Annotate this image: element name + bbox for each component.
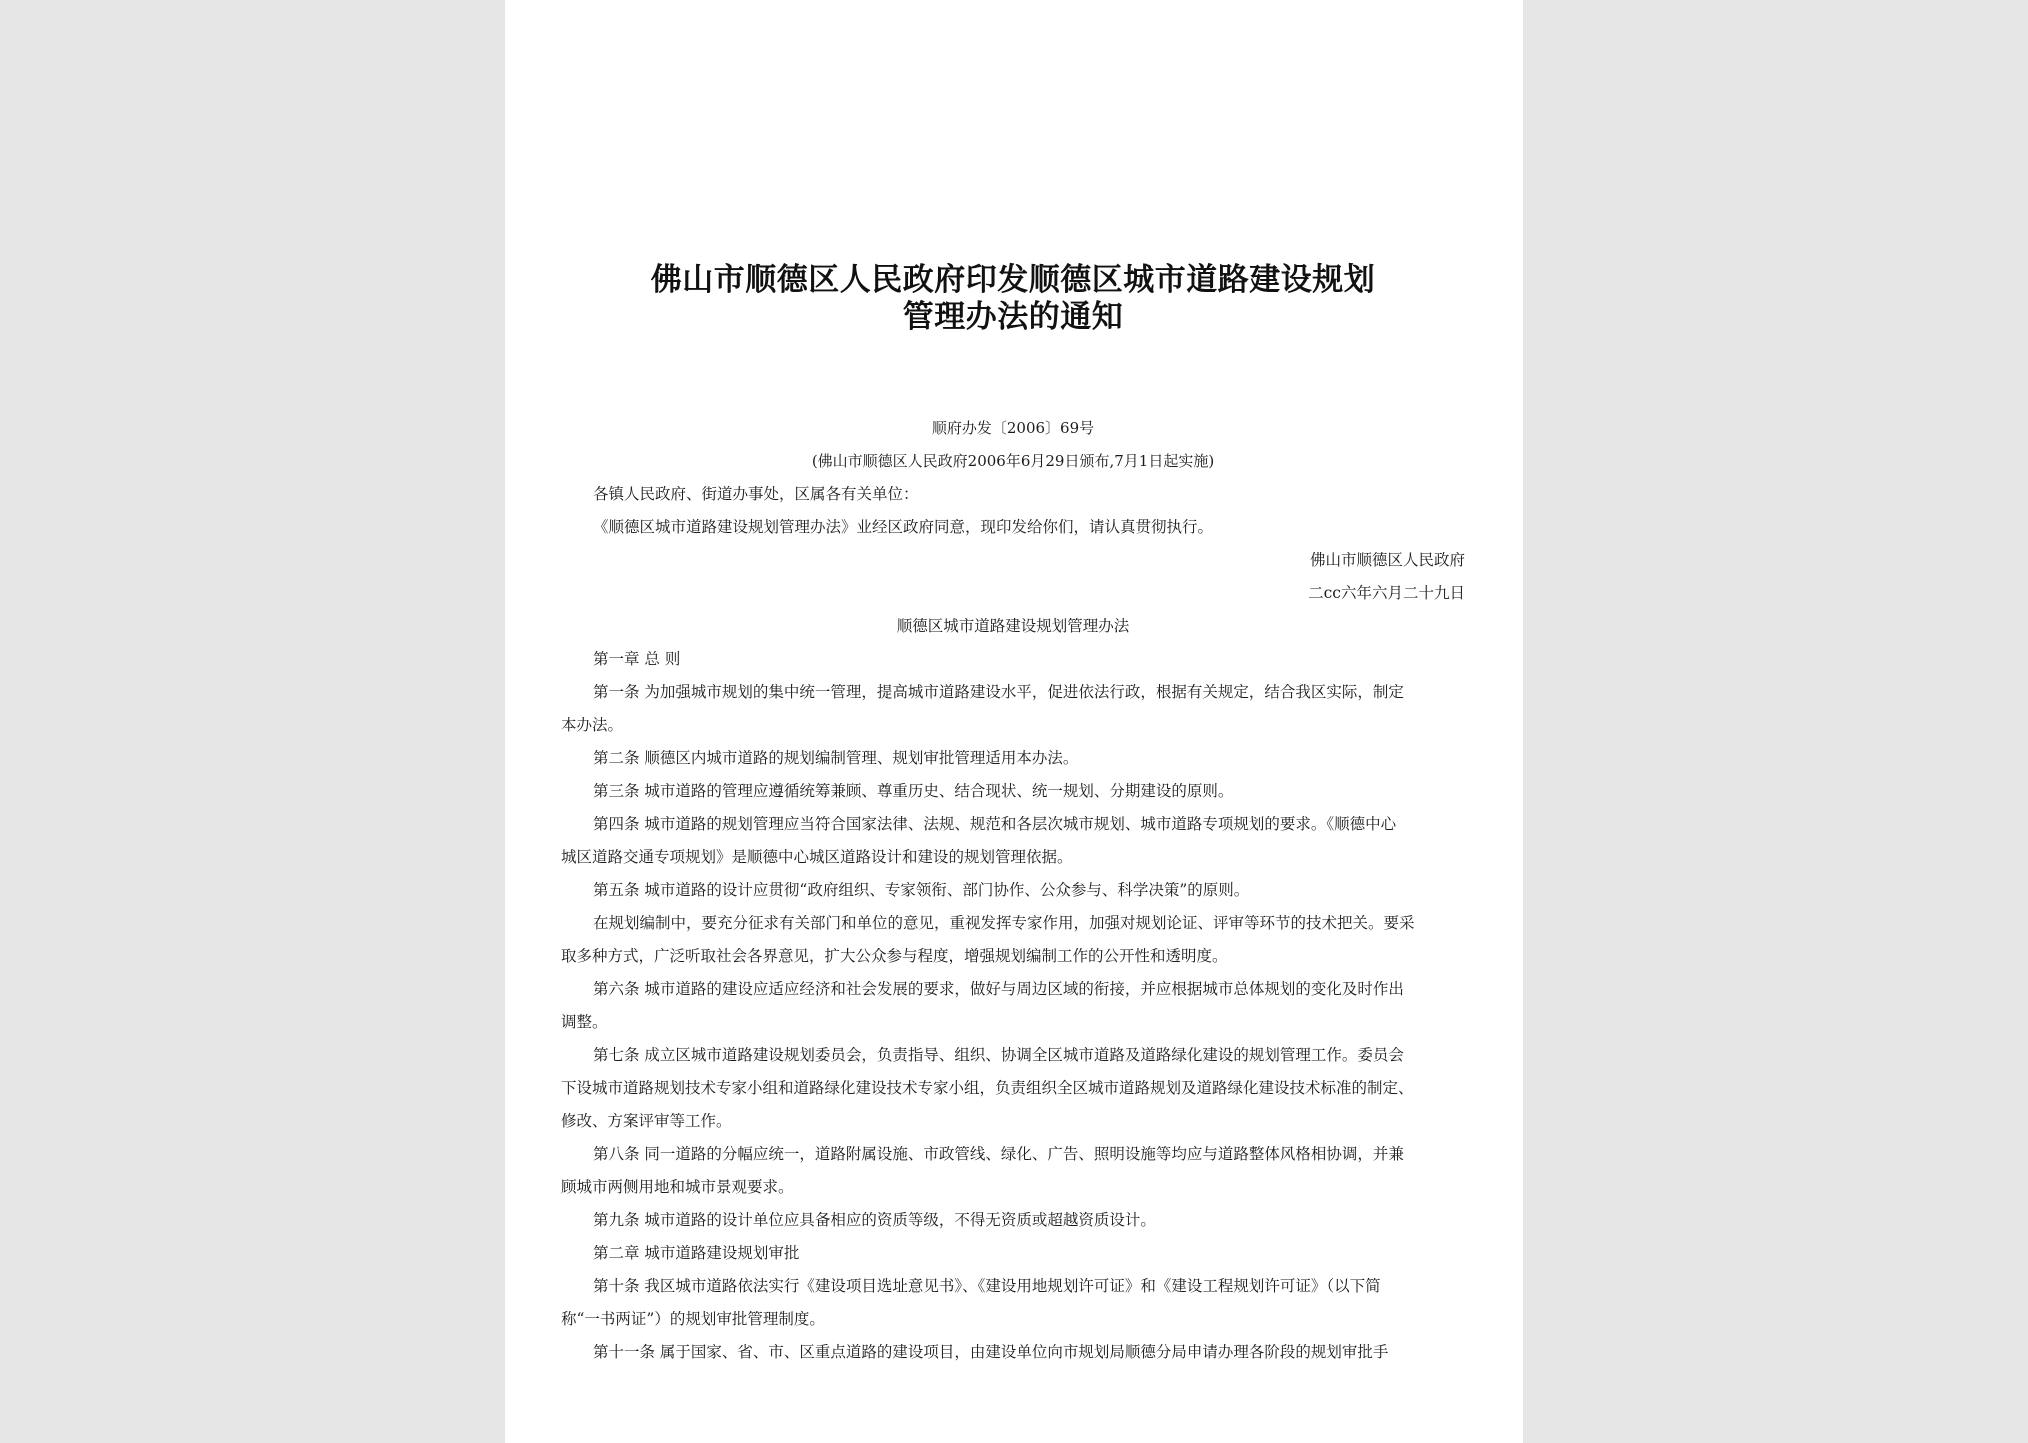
signature-org: 佛山市顺德区人民政府 (1309, 551, 1465, 569)
title-line-2: 管理办法的通知 (902, 299, 1124, 335)
salutation: 各镇人民政府、街道办事处，区属各有关单位： (593, 485, 919, 503)
article-8-line-2: 顾城市两侧用地和城市景观要求。 (561, 1178, 794, 1196)
article-5: 第五条 城市道路的设计应贯彻“政府组织、专家领衔、部门协作、公众参与、科学决策”的原则。 (593, 881, 1250, 899)
document-page (505, 0, 1523, 1443)
article-9: 第九条 城市道路的设计单位应具备相应的资质等级，不得无资质或超越资质设计。 (593, 1211, 1156, 1229)
measures-title: 顺德区城市道路建设规划管理办法 (896, 617, 1130, 635)
chapter-1-heading: 第一章 总 则 (593, 650, 681, 668)
document-title (561, 262, 1465, 336)
article-7-line-1: 第七条 成立区城市道路建设规划委员会，负责指导、组织、协调全区城市道路及道路绿化建设的规划管理工作。委员会 (593, 1046, 1404, 1064)
title-line-1: 佛山市顺德区人民政府印发顺德区城市道路建设规划 (650, 262, 1376, 298)
article-3: 第三条 城市道路的管理应遵循统筹兼顾、尊重历史、结合现状、统一规划、分期建设的原则。 (593, 782, 1234, 800)
article-6-line-1: 第六条 城市道路的建设应适应经济和社会发展的要求，做好与周边区域的衔接，并应根据城市总体规划的变化及时作出 (593, 980, 1404, 998)
chapter-2-heading: 第二章 城市道路建设规划审批 (593, 1244, 800, 1262)
signature-date: 二cc六年六月二十九日 (1308, 584, 1465, 602)
article-2: 第二条 顺德区内城市道路的规划编制管理、规划审批管理适用本办法。 (593, 749, 1079, 767)
article-10-line-2: 称“一书两证”）的规划审批管理制度。 (561, 1310, 825, 1328)
article-6-line-2: 调整。 (561, 1013, 608, 1031)
article-5-para-2-line-2: 取多种方式，广泛听取社会各界意见，扩大公众参与程度，增强规划编制工作的公开性和透明度。 (561, 947, 1228, 965)
article-4-line-1: 第四条 城市道路的规划管理应当符合国家法律、法规、规范和各层次城市规划、城市道路专项规划的要求。《顺德中心 (593, 815, 1397, 833)
document-number: 顺府办发〔2006〕69号 (931, 419, 1095, 437)
article-1-line-1: 第一条 为加强城市规划的集中统一管理，提高城市道路建设水平，促进依法行政，根据有关规定，结合我区实际，制定 (593, 683, 1404, 701)
article-4-line-2: 城区道路交通专项规划》是顺德中心城区道路设计和建设的规划管理依据。 (561, 848, 1073, 866)
article-7-line-2: 下设城市道路规划技术专家小组和道路绿化建设技术专家小组，负责组织全区城市道路规划及道路绿化建设技术标准的制定、 (561, 1079, 1414, 1097)
article-7-line-3: 修改、方案评审等工作。 (561, 1112, 732, 1130)
article-10-line-1: 第十条 我区城市道路依法实行《建设项目选址意见书》、《建设用地规划许可证》和《建设工程规划许可证》（以下简 (593, 1277, 1381, 1295)
article-1-line-2: 本办法。 (561, 716, 624, 734)
article-11-line-1: 第十一条 属于国家、省、市、区重点道路的建设项目，由建设单位向市规划局顺德分局申请办理各阶段的规划审批手 (593, 1343, 1389, 1361)
article-5-para-2-line-1: 在规划编制中，要充分征求有关部门和单位的意见，重视发挥专家作用，加强对规划论证、评审等环节的技术把关。要采 (593, 914, 1415, 932)
issued-note: (佛山市顺德区人民政府2006年6月29日颁布,7月1日起实施) (811, 452, 1215, 470)
notice-text: 《顺德区城市道路建设规划管理办法》业经区政府同意，现印发给你们，请认真贯彻执行。 (593, 518, 1214, 536)
article-8-line-1: 第八条 同一道路的分幅应统一，道路附属设施、市政管线、绿化、广告、照明设施等均应与道路整体风格相协调，并兼 (593, 1145, 1404, 1163)
